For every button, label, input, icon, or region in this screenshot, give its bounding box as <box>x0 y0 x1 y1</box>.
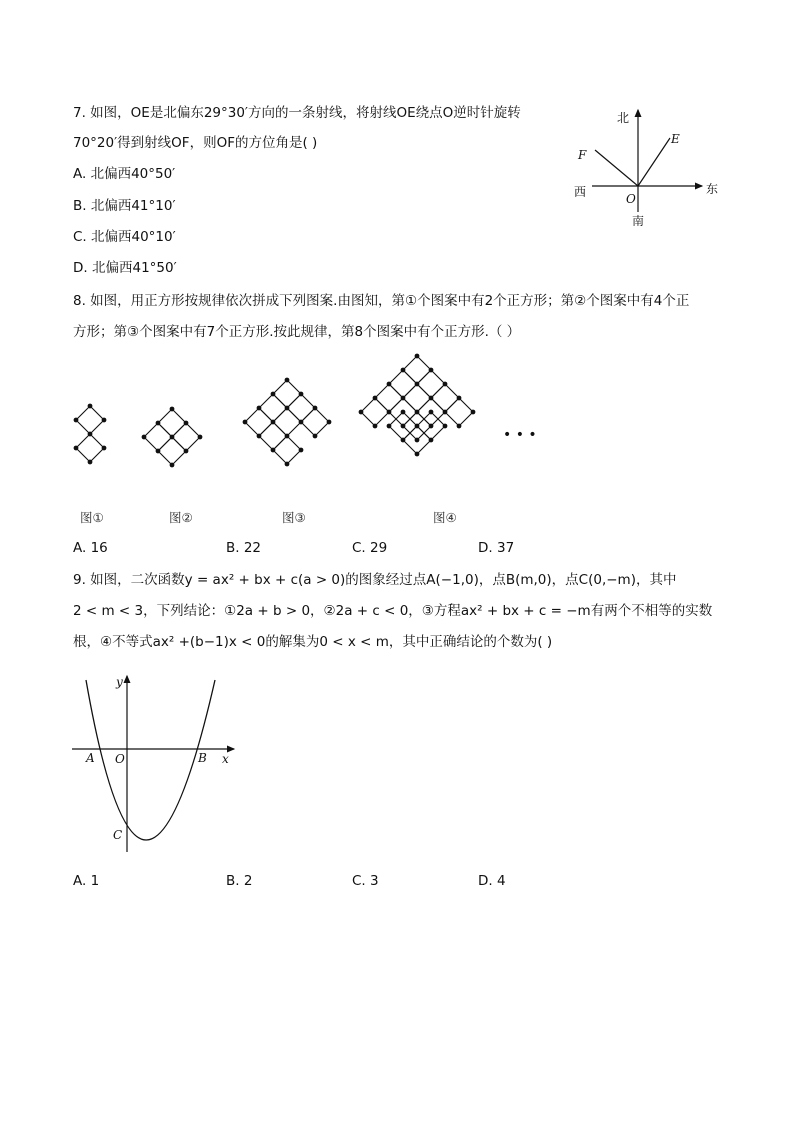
q8-stem-line-1: 8. 如图，用正方形按规律依次拼成下列图案.由图知，第①个图案中有2个正方形；第②个图案中有4个正 <box>73 293 690 309</box>
q8-caption-4: 图④ <box>433 510 457 525</box>
q7-point-e: E <box>671 132 680 146</box>
q7-option-c: C. 北偏西40°10′ <box>73 229 176 245</box>
q8-option-a: A. 16 <box>73 540 108 556</box>
q9-point-a: A <box>86 751 95 765</box>
q7-stem-line-2: 70°20′得到射线OF，则OF的方位角是( ) <box>73 135 318 151</box>
q7-west-label: 西 <box>574 185 587 199</box>
q8-ellipsis: • • • <box>503 427 537 443</box>
q7-east-label: 东 <box>706 182 719 196</box>
q8-option-c: C. 29 <box>352 540 388 556</box>
q9-axis-x-label: x <box>222 752 229 766</box>
q7-option-d: D. 北偏西41°50′ <box>73 260 177 276</box>
q8-caption-2: 图② <box>169 510 193 525</box>
q9-stem-line-2: 2 < m < 3，下列结论：①2a + b > 0，②2a + c < 0，③方程ax² + bx + c = −m有两个不相等的实数 <box>73 603 713 619</box>
q8-caption-1: 图① <box>80 510 104 525</box>
q9-origin-label: O <box>115 752 125 766</box>
q9-parabola-curve <box>86 680 215 840</box>
q9-point-b: B <box>198 751 207 765</box>
q9-option-b: B. 2 <box>226 873 253 889</box>
q7-point-o: O <box>626 192 636 206</box>
q9-axis-y-label: y <box>116 675 123 689</box>
q8-option-b: B. 22 <box>226 540 262 556</box>
q8-caption-3: 图③ <box>282 510 306 525</box>
q7-north-label: 北 <box>617 111 630 125</box>
q7-option-b: B. 北偏西41°10′ <box>73 198 176 214</box>
q7-stem-line-1: 7. 如图，OE是北偏东29°30′方向的一条射线，将射线OE绕点O逆时针旋转 <box>73 105 521 121</box>
q7-point-f: F <box>578 148 587 162</box>
q9-point-c: C <box>113 828 123 842</box>
q8-option-d: D. 37 <box>478 540 515 556</box>
q9-option-c: C. 3 <box>352 873 379 889</box>
q9-stem-line-1: 9. 如图，二次函数y = ax² + bx + c(a > 0)的图象经过点A(−1,0)，点B(m,0)，点C(0,−m)，其中 <box>73 572 677 588</box>
q7-option-a: A. 北偏西40°50′ <box>73 166 176 182</box>
q8-stem-line-2: 方形；第③个图案中有7个正方形.按此规律，第8个图案中有个正方形.（ ） <box>73 324 521 340</box>
q9-option-a: A. 1 <box>73 873 100 889</box>
q9-stem-line-3: 根，④不等式ax² +(b−1)x < 0的解集为0 < x < m，其中正确结论的个数为( ) <box>73 634 553 650</box>
q9-option-d: D. 4 <box>478 873 506 889</box>
q7-south-label: 南 <box>632 214 645 228</box>
